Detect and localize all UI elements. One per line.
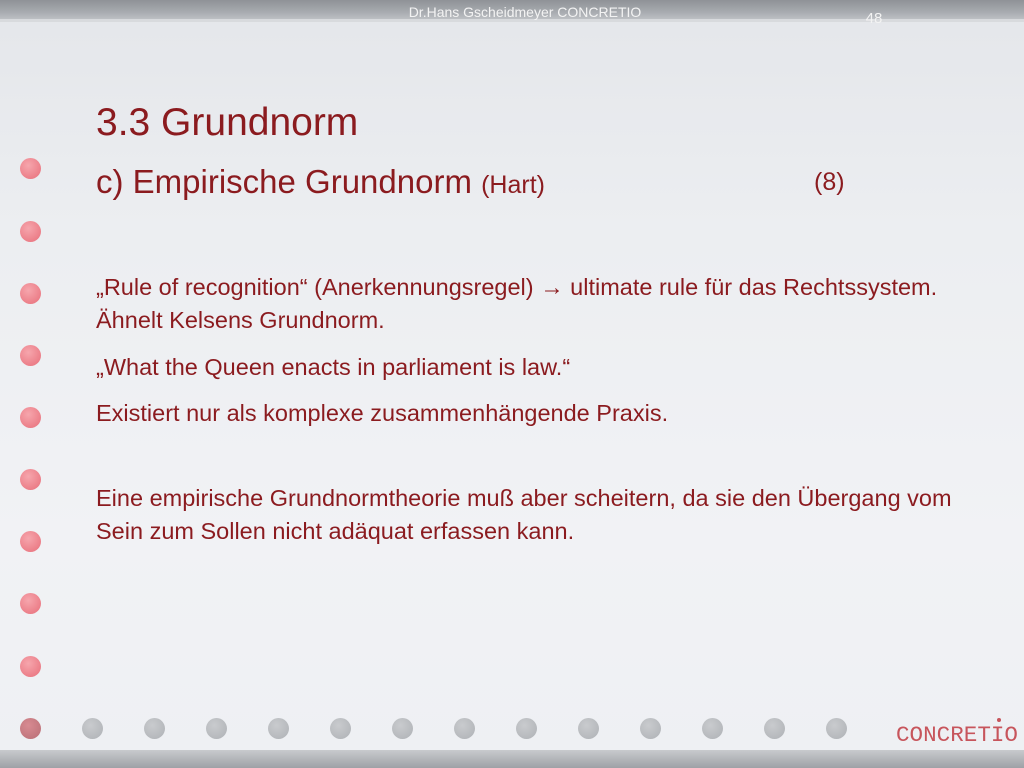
concretio-logo [896, 716, 1020, 746]
decor-dot-grey [826, 718, 847, 739]
decor-dot-grey [578, 718, 599, 739]
paragraph-queen-quote: „What the Queen enacts in parliament is law.“ [96, 354, 571, 380]
decor-dot-grey [392, 718, 413, 739]
paragraph-text: „Rule of recognition“ (Anerkennungsregel) [96, 274, 541, 300]
page-number: 48 [865, 10, 883, 27]
decor-dot [20, 407, 41, 428]
decor-dot-corner [20, 718, 41, 739]
decor-dot-grey [268, 718, 289, 739]
slide-subtitle [96, 162, 845, 205]
paragraph-praxis: Existiert nur als komplexe zusammenhängende Praxis. [96, 400, 669, 426]
bottom-bar [0, 750, 1024, 768]
paragraph-conclusion: Eine empirische Grundnormtheorie muß aber scheitern, da sie den Übergang vom Sein zum Sollen nicht adäquat erfassen kann. [96, 485, 952, 544]
subtitle-main: c) Empirische Grundnorm [96, 163, 482, 200]
decor-dot-grey [144, 718, 165, 739]
paragraph-rule-of-recognition [96, 271, 996, 337]
decor-dot [20, 158, 41, 179]
decor-dot [20, 593, 41, 614]
decor-dot-grey [640, 718, 661, 739]
header-author: Dr.Hans Gscheidmeyer CONCRETIO [408, 4, 642, 20]
subtitle-number: (8) [814, 168, 845, 196]
decor-dot-grey [764, 718, 785, 739]
decor-dot-grey [330, 718, 351, 739]
decor-dot-grey [454, 718, 475, 739]
decor-dot-grey [82, 718, 103, 739]
decor-dot [20, 469, 41, 490]
decor-dot-grey [702, 718, 723, 739]
subtitle-author: (Hart) [481, 171, 545, 199]
arrow-right-icon: → [540, 274, 564, 300]
paragraph-text: ultimate rule für das Rechtssystem. Ähnelt Kelsens Grundnorm. [96, 274, 938, 333]
decor-dot [20, 221, 41, 242]
logo-text: CONCRETIO [896, 723, 1018, 746]
decor-dot-grey [516, 718, 537, 739]
logo-dot [997, 718, 1001, 722]
slide-title: 3.3 Grundnorm [96, 101, 359, 144]
decor-dot [20, 531, 41, 552]
decor-dot-grey [206, 718, 227, 739]
decor-dot [20, 345, 41, 366]
decor-dot [20, 656, 41, 677]
decor-dot [20, 283, 41, 304]
